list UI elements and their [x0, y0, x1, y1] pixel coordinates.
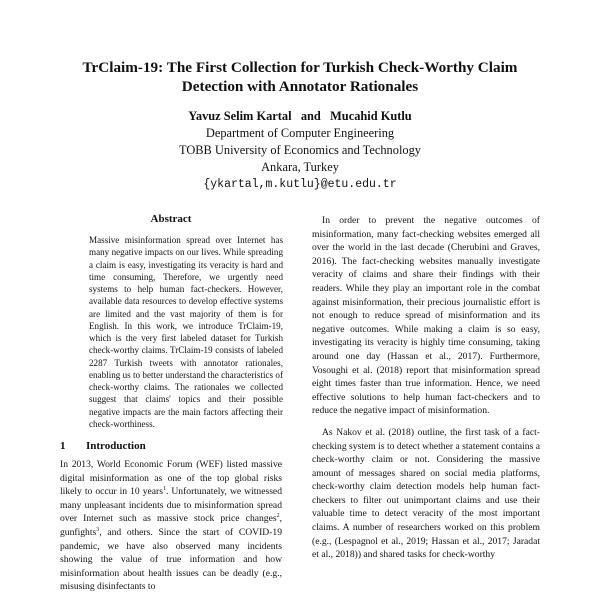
author-university: TOBB University of Economics and Technology	[179, 143, 421, 157]
footnote-marker-2[interactable]: 2	[276, 513, 280, 520]
footnote-marker-3[interactable]: 3	[96, 526, 100, 533]
intro-text-part-2: . Unfortunately, we witnessed many unpleasant incidents due to misinformation spread over Internet such as massive stock price changes	[60, 486, 282, 525]
title-line-2: Detection with Annotator Rationales	[181, 78, 419, 95]
section-number: 1	[60, 440, 66, 453]
author-department: Department of Computer Engineering	[205, 126, 395, 140]
author-block	[0, 108, 600, 193]
left-column	[60, 213, 282, 594]
paragraph-gap	[312, 418, 540, 426]
author-email: {ykartal,m.kutlu}@etu.edu.tr	[203, 178, 397, 191]
body-paragraph-2: As Nakov et al. (2018) outline, the first task of a fact-checking system is to detect whether a statement contains a check-worthy claim or not. Considering the massive amount of messages shared on social media platforms, check-worthy claim detection models help human fact-checkers to filter out unimportant claims and use their valuable time to detect veracity of the most important claims. A number of researchers worked on this problem (e.g., (Lespagnol et al., 2019; Hassan et al., 2017; Jaradat et al., 2018)) and shared tasks for check-worthy	[312, 426, 540, 561]
intro-text-part-4: , and others. Since the start of COVID-19 pandemic, we have also observed many incidents showing the value of true information and how misinformation about health issues can be deadly (e.g., misusing disinfectants to	[60, 527, 282, 593]
intro-text-part-1: In 2013, World Economic Forum (WEF) listed massive digital misinformation as one of the top global risks likely to occur in 10 years	[60, 459, 282, 498]
author-names: Yavuz Selim Kartal and Mucahid Kutlu	[188, 109, 412, 123]
introduction-paragraph	[60, 458, 282, 594]
abstract-heading: Abstract	[150, 213, 192, 225]
paper-title	[0, 58, 600, 96]
intro-text-part-3: , gunfights	[60, 513, 282, 539]
footnote-marker-1[interactable]: 1	[162, 486, 166, 493]
right-column	[312, 214, 540, 562]
author-city: Ankara, Turkey	[261, 160, 339, 174]
section-title: Introduction	[86, 440, 146, 453]
title-line-1: TrClaim-19: The First Collection for Turkish Check-Worthy Claim	[82, 59, 518, 76]
section-heading-introduction	[60, 440, 282, 452]
abstract-text: Massive misinformation spread over Internet has many negative impacts on our lives. While spreading a claim is easy, investigating its veracity is hard and time consuming, Therefore, we urgently need systems to help human fact-checkers. However, available data resources to develop effective systems are limited and the vast majority of them is for English. In this work, we introduce TrClaim-19, which is the very first labeled dataset for Turkish check-worthy claims. TrClaim-19 consists of labeled 2287 Turkish tweets with annotator rationales, enabling us to better understand the characteristics of check-worthy claims. The rationales we collected suggest that claims' topics and their possible negative impacts are the main factors affecting their check-worthiness.	[89, 235, 283, 429]
body-paragraph-1: In order to prevent the negative outcomes of misinformation, many fact-checking websites emerged all over the world in the last decade (Cherubini and Graves, 2016). The fact-checking websites manually investigate veracity of claims and share their findings with their readers. While they play an important role in the combat against misinformation, their precious journalistic effort is not enough to reduce spread of misinformation and its negative outcomes. While making a claim is so easy, investigating its veracity is highly time consuming, taking around one day (Hassan et al., 2017). Furthermore, Vosoughi et al. (2018) report that misinformation spread eight times faster than true information. Hence, we need effective solutions to help human fact-checkers and to reduce the negative impact of misinformation.	[312, 215, 540, 417]
